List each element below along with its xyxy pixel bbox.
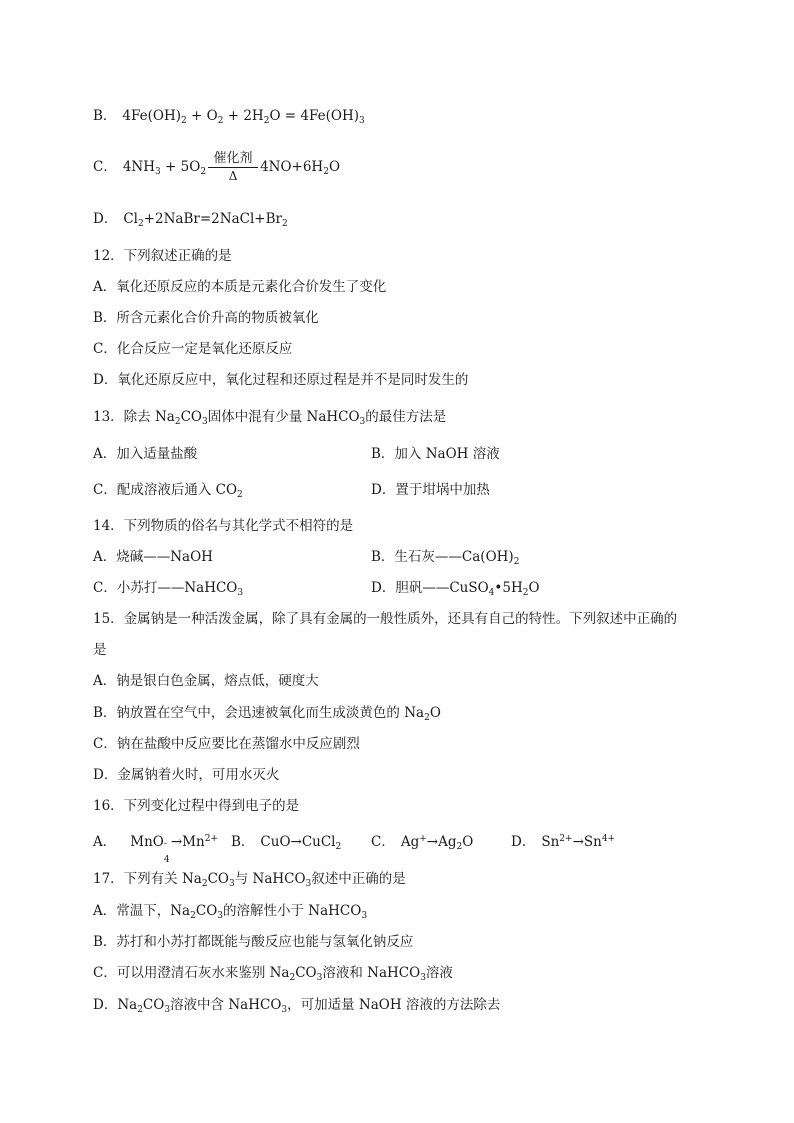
q17-stem: 17．下列有关 $Na_2CO_3$与 NaHCO$_3$叙述中正确的是 <box>93 871 406 889</box>
q13-option-d: D．置于坩埚中加热 <box>371 482 490 498</box>
q14-option-b: B．生石灰$——Ca(OH)_2$ <box>371 549 520 567</box>
q17-option-c: C．可以用澄清石灰水来鉴别 $Na_2CO_3$溶液和 NaHCO$_3$溶液 <box>93 965 453 983</box>
q13-stem: 13．除去 $Na_2CO_3$固体中混有少量 NaHCO$_3$的最佳方法是 <box>93 409 447 427</box>
q16-stem: 16．下列变化过程中得到电子的是 <box>93 798 300 814</box>
q14-option-c: C．小苏打——NaHCO$_3$ <box>93 580 244 598</box>
q13-option-b: B．加入 NaOH 溶液 <box>371 446 500 462</box>
q12-option-a: A．氧化还原反应的本质是元素化合价发生了变化 <box>93 279 387 295</box>
q13-option-a: A．加入适量盐酸 <box>93 446 198 462</box>
q12-stem: 12．下列叙述正确的是 <box>93 248 232 264</box>
q11-option-d: D． $Cl_2+2NaBr=2NaCl+Br_2$ <box>93 211 288 229</box>
q15-option-a: A．钠是银白色金属，熔点低，硬度大 <box>93 673 319 689</box>
q15-stem-cont: 是 <box>93 642 107 658</box>
q15-option-d: D．金属钠着火时，可用水灭火 <box>93 767 280 783</box>
q12-option-b: B．所含元素化合价升高的物质被氧化 <box>93 310 319 326</box>
reaction-condition: $\frac{\text{催化剂}}{\Delta}$ <box>208 151 258 184</box>
q12-option-d: D．氧化还原反应中，氧化过程和还原过程是并不是同时发生的 <box>93 372 469 388</box>
q14-option-d: D．胆矾$——CuSO_4•5H_2O$ <box>371 580 540 598</box>
q14-option-a: A．烧碱——NaOH <box>93 549 213 565</box>
q11-option-b: B． $4Fe(OH)_2 + O_2 + 2H_2O = 4Fe(OH)_3$ <box>93 108 365 126</box>
q16-option-d: D． $Sn^{2+}\to Sn^{4+}$ <box>511 834 616 850</box>
q13-option-c: C．配成溶液后通入 $CO_2$ <box>93 482 243 500</box>
q11-option-c: C． $4NH_3 + 5O_2$ $\frac{\text{催化剂}}{\Delta}$ $4NO+6H_2O$ <box>93 151 341 183</box>
q15-stem: 15．金属钠是一种活泼金属，除了具有金属的一般性质外，还具有自己的特性。下列叙述中正确的 <box>93 611 678 627</box>
q17-option-a: A．常温下，$Na_2CO_3$的溶解性小于 NaHCO$_3$ <box>93 903 368 921</box>
q15-option-c: C．钠在盐酸中反应要比在蒸馏水中反应剧烈 <box>93 736 360 752</box>
q12-option-c: C．化合反应一定是氧化还原反应 <box>93 341 293 357</box>
q17-option-b: B．苏打和小苏打都既能与酸反应也能与氢氧化钠反应 <box>93 934 414 950</box>
q17-option-d: D．$Na_2CO_3$溶液中含 NaHCO$_3$，可加适量 NaOH 溶液的方法除去 <box>93 997 501 1015</box>
q15-option-b: B．钠放置在空气中，会迅速被氧化而生成淡黄色的 $Na_2O$ <box>93 705 441 723</box>
q16-option-b: B． CuO→CuCl$_2$ <box>231 834 342 852</box>
q16-option-a: A． MnO - 4 $\to Mn^{2+}$ <box>93 834 218 865</box>
q14-stem: 14．下列物质的俗名与其化学式不相符的是 <box>93 518 354 534</box>
q16-option-c: C． $Ag^+\to Ag_2O$ <box>371 834 474 852</box>
